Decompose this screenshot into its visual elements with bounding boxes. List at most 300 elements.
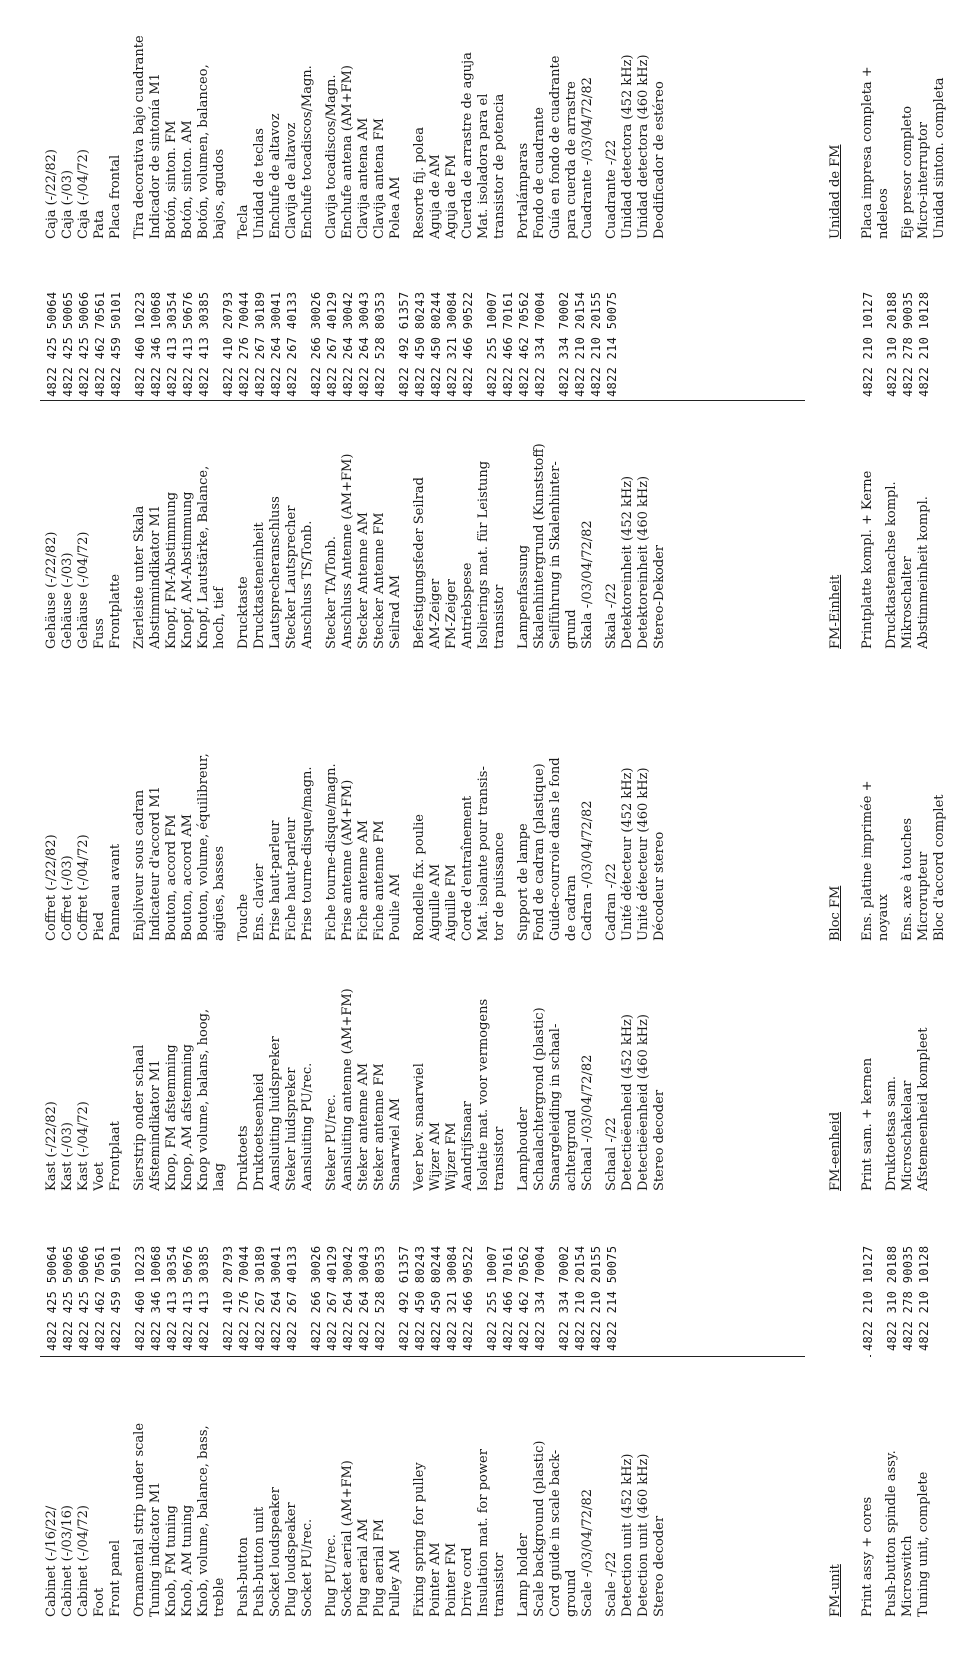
part-description: Knopf, AM-Abstimmung: [180, 491, 195, 649]
part-description: Stereo-Dekoder: [652, 545, 667, 649]
part-number: 4822 425 50066: [77, 1245, 91, 1351]
entry-group: [516, 399, 596, 649]
part-description: Bouton, accord AM: [180, 814, 195, 941]
part-number: 4822 210 20155: [589, 1245, 603, 1351]
part-number: 4822 425 50066: [77, 291, 91, 397]
fm-part-description: Unidad sinton. completa: [932, 77, 947, 239]
part-description: Anschluss TS/Tonb.: [300, 520, 315, 649]
part-description: Guía en fondo de cuadrante: [548, 55, 563, 239]
part-number: 4822 413 50676: [181, 291, 195, 397]
part-number: 4822 450 80244: [429, 291, 443, 397]
part-description: Gehäuse (-/04/72): [76, 531, 91, 649]
part-description: Plug loudspeaker: [284, 1502, 299, 1617]
fm-heading-spacer: [828, 257, 844, 397]
german-column: [44, 399, 676, 649]
entry-group: [484, 257, 548, 397]
fm-entry-group: [860, 1367, 876, 1617]
part-description: Front panel: [108, 1539, 123, 1617]
part-number: 4822 334 70004: [533, 1245, 547, 1351]
part-description: Lampenfassung: [516, 544, 531, 649]
part-description: Steker PU/rec.: [324, 1094, 339, 1191]
part-description: Veer bev. snaarwiel: [412, 1063, 427, 1191]
part-description: Lautsprecheranschluss: [268, 496, 283, 649]
code-fm-section-left: [828, 1211, 940, 1351]
part-description: Fiche antenne FM: [372, 820, 387, 941]
entry-group: [484, 1211, 548, 1351]
part-description: Mat. isolante pour transis-: [476, 766, 491, 941]
part-description: Fiche tourne-disque/magn.: [324, 763, 339, 941]
part-number: 4822 460 10223: [133, 1245, 147, 1351]
part-description: Fondo de cuadrante: [532, 107, 547, 239]
fm-entry-group: [884, 399, 932, 649]
part-number: 4822 267 40133: [285, 291, 299, 397]
part-description: Touche: [236, 893, 251, 941]
part-description: Socket PU/rec.: [300, 1518, 315, 1617]
entry-group: [44, 691, 124, 941]
part-description: Panneau avant: [108, 843, 123, 941]
part-number: 4822 334 70004: [533, 291, 547, 397]
part-description: Bouton, volume, équilibreur,: [196, 753, 211, 941]
part-description: Prise antenne (AM+FM): [340, 779, 355, 941]
fm-entry-group: [860, 691, 892, 941]
fm-heading-spacer: [828, 1211, 844, 1351]
part-description: Pulley AM: [388, 1549, 403, 1617]
part-description: Kast (-/22/82): [44, 1101, 59, 1191]
entry-group: [236, 399, 316, 649]
part-description: Stecker Lautsprecher: [284, 505, 299, 649]
part-number: 4822 462 70562: [517, 291, 531, 397]
part-description: Aguja de FM: [444, 154, 459, 239]
part-description: Fixing spring for pulley: [412, 1462, 427, 1617]
part-description: Aiguille FM: [444, 864, 459, 941]
part-description: Skala -/03/04/72/82: [580, 520, 595, 649]
fm-part-number: 4822 210 10128: [917, 1245, 931, 1351]
part-description: Antriebspese: [460, 562, 475, 649]
dutch-column: [44, 951, 676, 1191]
part-description: Steker luidspreker: [284, 1067, 299, 1191]
part-number: 4822 466 90522: [461, 1245, 475, 1351]
entry-group: [132, 1211, 212, 1351]
entry-group: [324, 399, 404, 649]
part-description: Corde d'entraînement: [460, 795, 475, 941]
part-description: Aansluiting PU/rec.: [300, 1062, 315, 1191]
fm-part-number: 4822 210 10127: [861, 1245, 875, 1351]
entry-group: [308, 1211, 388, 1351]
fm-entry-group: [860, 257, 876, 397]
part-number: 4822 255 10007: [485, 1245, 499, 1351]
part-description: Detectieëenheid (452 kHz): [620, 1014, 635, 1191]
entry-group: [412, 951, 508, 1191]
part-number: 4822 413 30385: [197, 1245, 211, 1351]
part-description: Clavija antena AM: [356, 117, 371, 239]
part-number: 4822 528 80353: [373, 291, 387, 397]
part-number: 4822 346 10068: [149, 1245, 163, 1351]
entry-group: [44, 1367, 124, 1617]
dutch-fm-section: [828, 951, 940, 1191]
part-number: 4822 413 30354: [165, 1245, 179, 1351]
part-description: Pointer FM: [444, 1542, 459, 1617]
part-number: 4822 214 50075: [605, 1245, 619, 1351]
part-description: Knop, AM afstemming: [180, 1044, 195, 1191]
part-description: transistor: [492, 584, 507, 649]
part-description: Detektoreinheit (452 kHz): [620, 475, 635, 649]
part-number: 4822 255 10007: [485, 291, 499, 397]
part-description: Voet: [92, 1162, 107, 1191]
part-number: 4822 264 30042: [341, 1245, 355, 1351]
part-description: Scale -/03/04/72/82: [580, 1488, 595, 1617]
part-description: treble: [212, 1577, 227, 1617]
spanish-fm-section: [828, 14, 956, 239]
part-description: Seilrad AM: [388, 574, 403, 649]
fm-part-number: 4822 278 90035: [901, 1245, 915, 1351]
part-number: 4822 264 30043: [357, 1245, 371, 1351]
part-description: Ornamental strip under scale: [132, 1422, 147, 1617]
part-number: 4822 210 20154: [573, 1245, 587, 1351]
entry-group: [516, 1367, 596, 1617]
code-fm-section-right: [828, 257, 940, 397]
part-description: Drive cord: [460, 1547, 475, 1617]
part-number: 4822 267 40129: [325, 291, 339, 397]
part-description: Tira decorativa bajo cuadrante: [132, 35, 147, 239]
part-description: Knopf, Lautstärke, Balance,: [196, 465, 211, 649]
part-description: Abstimmindikator M1: [148, 504, 163, 649]
part-description: Detectieëenheid (460 kHz): [636, 1014, 651, 1191]
part-number: 4822 264 30041: [269, 291, 283, 397]
entry-group: [132, 399, 228, 649]
entry-group: [324, 1367, 404, 1617]
part-description: Décodeur stereo: [652, 831, 667, 941]
entry-group: [412, 1367, 508, 1617]
part-description: Druktoets: [236, 1125, 251, 1191]
part-number: 4822 460 10223: [133, 291, 147, 397]
entry-group: [516, 14, 596, 239]
fm-rule-left: [870, 1355, 871, 1357]
fm-entry-group: [884, 951, 932, 1191]
part-description: Schaal -/22: [604, 1117, 619, 1191]
part-number: 4822 413 50676: [181, 1245, 195, 1351]
entry-group: [132, 951, 228, 1191]
part-number: 4822 266 30026: [309, 1245, 323, 1351]
part-number: 4822 334 70002: [557, 291, 571, 397]
part-description: Knob, volume, balance, bass,: [196, 1425, 211, 1617]
part-description: Schaal -/03/04/72/82: [580, 1054, 595, 1191]
code-column-left: [44, 1211, 628, 1351]
part-number: 4822 276 70044: [237, 1245, 251, 1351]
entry-group: [556, 1211, 620, 1351]
entry-group: [132, 257, 212, 397]
part-description: Prise tourne-disque/magn.: [300, 766, 315, 941]
part-description: Stecker Antenne FM: [372, 512, 387, 649]
part-description: Befestigungsfeder Seilrad: [412, 477, 427, 649]
entry-group: [220, 1211, 300, 1351]
part-number: 4822 410 20793: [221, 291, 235, 397]
part-description: Cadran -/22: [604, 863, 619, 941]
fm-part-description: Bloc d'accord complet: [932, 794, 947, 941]
entry-group: [44, 1211, 124, 1351]
part-description: Plug aerial FM: [372, 1519, 387, 1617]
part-number: 4822 210 20154: [573, 291, 587, 397]
part-description: Fuss: [92, 618, 107, 649]
fm-entry-group: [900, 691, 948, 941]
fm-part-description: Ens. axe à touches: [900, 817, 915, 941]
part-description: Snaargeleiding in schaal-: [548, 1023, 563, 1191]
part-description: Knop volume, balans, hoog,: [196, 1008, 211, 1191]
english-fm-section: [828, 1367, 940, 1617]
fm-part-number: 4822 278 90035: [901, 291, 915, 397]
part-description: transistor: [492, 1552, 507, 1617]
part-description: Ens. clavier: [252, 863, 267, 941]
part-description: Indicateur d'accord M1: [148, 786, 163, 941]
part-description: laag: [212, 1163, 227, 1191]
part-description: grund: [564, 609, 579, 649]
part-description: Coffret (-/04/72): [76, 834, 91, 941]
part-description: Enjoliveur sous cadran: [132, 789, 147, 941]
part-description: Clavija de altavoz: [284, 122, 299, 239]
part-description: Detection unit (460 kHz): [636, 1453, 651, 1617]
part-description: para cuerda de arrastre: [564, 81, 579, 239]
fm-entry-group: [860, 951, 876, 1191]
part-description: Polea AM: [388, 176, 403, 239]
part-description: Socket aerial (AM+FM): [340, 1460, 355, 1617]
part-description: Skalenhintergrund (Kunststoff): [532, 443, 547, 649]
part-description: FM-Zeiger: [444, 579, 459, 649]
part-description: Botón, sinton. AM: [180, 120, 195, 239]
fm-unit-heading: Unidad de FM: [828, 144, 843, 239]
part-number: 4822 492 61357: [397, 291, 411, 397]
part-number: 4822 266 30026: [309, 291, 323, 397]
part-description: Caja (-/04/72): [76, 149, 91, 239]
part-description: Indicador de sintonía M1: [148, 73, 163, 239]
part-description: aigües, basses: [212, 845, 227, 941]
part-description: Poulie AM: [388, 873, 403, 941]
part-number: 4822 450 80244: [429, 1245, 443, 1351]
part-description: Detection unit (452 kHz): [620, 1453, 635, 1617]
part-description: Caja (-/22/82): [44, 149, 59, 239]
part-description: Snaarwiel AM: [388, 1098, 403, 1191]
part-description: Cabinet (-/04/72): [76, 1505, 91, 1617]
part-description: Frontplatte: [108, 573, 123, 649]
part-description: Kast (-/03): [60, 1122, 75, 1191]
part-description: Zierleiste unter Skala: [132, 505, 147, 649]
part-description: Wijzer AM: [428, 1122, 443, 1191]
part-number: 4822 267 40129: [325, 1245, 339, 1351]
part-description: Steker antenne AM: [356, 1062, 371, 1191]
entry-group: [324, 14, 404, 239]
part-description: Scale background (plastic): [532, 1440, 547, 1617]
fm-part-description: Microswitch: [900, 1535, 915, 1617]
fm-part-description: Druktoetsas sam.: [884, 1076, 899, 1191]
part-description: Drucktasteneinheit: [252, 522, 267, 649]
part-number: 4822 267 30189: [253, 291, 267, 397]
part-number: 4822 462 70562: [517, 1245, 531, 1351]
part-number: 4822 450 80243: [413, 1245, 427, 1351]
fm-part-description: Afstemeenheid kompleet: [916, 1027, 931, 1191]
part-description: Anschluss Antenne (AM+FM): [340, 453, 355, 649]
entry-group: [516, 951, 596, 1191]
fm-entry-group: [900, 14, 948, 239]
part-description: AM-Zeiger: [428, 578, 443, 649]
part-number: 4822 267 30189: [253, 1245, 267, 1351]
part-description: Pointer AM: [428, 1542, 443, 1617]
fm-part-description: Microschakelaar: [900, 1080, 915, 1191]
french-fm-section: [828, 691, 956, 941]
part-number: 4822 459 50101: [109, 1245, 123, 1351]
fm-part-description: ndeleos: [876, 188, 891, 239]
entry-group: [220, 257, 300, 397]
code-column-right: [44, 257, 628, 397]
fm-entry-group: [860, 399, 876, 649]
fm-part-number: 4822 210 10128: [917, 291, 931, 397]
part-number: 4822 466 70161: [501, 291, 515, 397]
part-description: Aguja de AM: [428, 154, 443, 239]
part-description: Deodificador de estéreo: [652, 81, 667, 239]
part-number: 4822 346 10068: [149, 291, 163, 397]
part-description: Stecker TA/Tonb.: [324, 535, 339, 649]
entry-group: [516, 691, 596, 941]
fm-part-description: Drucktastenachse kompl.: [884, 481, 899, 649]
entry-group: [604, 399, 668, 649]
part-number: 4822 425 50065: [61, 1245, 75, 1351]
fm-part-description: Placa impresa completa +: [860, 66, 875, 239]
part-description: achtergrond: [564, 1109, 579, 1191]
fm-part-description: Printplatte kompl. + Kerne: [860, 470, 875, 649]
part-number: 4822 425 50064: [45, 1245, 59, 1351]
entry-group: [412, 399, 508, 649]
part-description: Cabinet (-/16/22/: [44, 1505, 59, 1617]
part-description: Enchufe de altavoz: [268, 113, 283, 239]
entry-group: [44, 399, 124, 649]
part-description: Enchufe tocadiscos/Magn.: [300, 65, 315, 239]
fm-unit-heading: Bloc FM: [828, 885, 843, 941]
part-number: 4822 321 30084: [445, 1245, 459, 1351]
part-description: Kast (-/04/72): [76, 1101, 91, 1191]
entry-group: [556, 257, 620, 397]
part-number: 4822 425 50065: [61, 291, 75, 397]
part-description: Tuning indicator M1: [148, 1481, 163, 1617]
part-number: 4822 450 80243: [413, 291, 427, 397]
part-number: 4822 210 20155: [589, 291, 603, 397]
part-description: Lamp holder: [516, 1533, 531, 1617]
fm-part-number: 4822 310 20188: [885, 1245, 899, 1351]
fm-part-description: Mikroschalter: [900, 556, 915, 649]
entry-group: [396, 1211, 476, 1351]
entry-group: [236, 14, 316, 239]
part-description: Gehäuse (-/03): [60, 552, 75, 649]
part-description: Sierstrip onder schaal: [132, 1044, 147, 1191]
part-description: Druktoetseenheid: [252, 1073, 267, 1191]
part-number: 4822 410 20793: [221, 1245, 235, 1351]
entry-group: [132, 691, 228, 941]
fm-unit-heading: FM-eenheid: [828, 1111, 843, 1191]
entry-group: [308, 257, 388, 397]
part-number: 4822 492 61357: [397, 1245, 411, 1351]
part-number: 4822 264 30043: [357, 291, 371, 397]
fm-part-description: Push-button spindle assy.: [884, 1450, 899, 1617]
part-number: 4822 334 70002: [557, 1245, 571, 1351]
part-number: 4822 267 40133: [285, 1245, 299, 1351]
spanish-column: [44, 14, 676, 239]
entry-group: [132, 14, 228, 239]
part-description: bajos, agudos: [212, 148, 227, 239]
part-description: hoch, tief: [212, 586, 227, 649]
entry-group: [604, 1367, 668, 1617]
part-description: Foot: [92, 1587, 107, 1617]
part-number: 4822 462 70561: [93, 1245, 107, 1351]
part-number: 4822 528 80353: [373, 1245, 387, 1351]
part-description: Fiche haut-parleur: [284, 817, 299, 941]
entry-group: [132, 1367, 228, 1617]
part-number: 4822 466 70161: [501, 1245, 515, 1351]
fm-part-description: Abstimmeinheit kompl.: [916, 496, 931, 649]
part-description: Wijzer FM: [444, 1122, 459, 1191]
part-description: Unidad detectora (452 kHz): [620, 54, 635, 239]
fm-part-description: Print assy + cores: [860, 1496, 875, 1617]
part-description: transistor: [492, 1126, 507, 1191]
fm-entry-group: [884, 257, 932, 397]
entry-group: [236, 951, 316, 1191]
part-description: Skala -/22: [604, 583, 619, 649]
part-description: Steker antenne FM: [372, 1063, 387, 1191]
part-description: Support de lampe: [516, 823, 531, 941]
entry-group: [236, 691, 316, 941]
fm-entry-group: [860, 14, 892, 239]
part-description: Afstemindikator M1: [148, 1059, 163, 1191]
fm-part-description: noyaux: [876, 894, 891, 941]
fm-part-description: Microrupteur: [916, 851, 931, 941]
part-description: Guide-courroie dans le fond: [548, 757, 563, 941]
fm-unit-heading: FM-unit: [828, 1564, 843, 1617]
part-number: 4822 214 50075: [605, 291, 619, 397]
part-description: Rondelle fix. poulie: [412, 814, 427, 941]
part-description: Knob, AM tuning: [180, 1504, 195, 1617]
part-description: Fiche antenne AM: [356, 820, 371, 941]
fm-entry-group: [884, 1211, 932, 1351]
fm-part-description: Micro-interruptor: [916, 121, 931, 239]
part-description: Plug aerial AM: [356, 1518, 371, 1617]
part-number: 4822 264 30042: [341, 291, 355, 397]
part-description: Stecker Antenne AM: [356, 512, 371, 649]
part-description: Tecla: [236, 204, 251, 239]
part-description: Botón, sinton. FM: [164, 120, 179, 239]
part-description: Aandrijfsnaar: [460, 1101, 475, 1191]
part-description: Seilführung in Skalenhinter-: [548, 461, 563, 649]
fm-part-description: Ens. platine imprimée +: [860, 780, 875, 941]
part-description: Aiguille AM: [428, 863, 443, 941]
part-description: Cuadrante -/03/04/72/82: [580, 77, 595, 239]
part-description: Plug PU/rec.: [324, 1534, 339, 1617]
part-description: Portalámparas: [516, 142, 531, 239]
part-number: 4822 321 30084: [445, 291, 459, 397]
part-description: Pied: [92, 912, 107, 941]
entry-group: [604, 14, 668, 239]
part-description: Cord guide in scale back-: [548, 1449, 563, 1617]
entry-group: [44, 14, 124, 239]
part-description: Coffret (-/03): [60, 855, 75, 941]
part-description: ground: [564, 1569, 579, 1617]
part-description: Push-button: [236, 1537, 251, 1617]
part-description: Detektoreinheit (460 kHz): [636, 475, 651, 649]
part-description: Schaalachtergrond (plastic): [532, 1007, 547, 1191]
part-number: 4822 425 50064: [45, 291, 59, 397]
part-description: Cuadrante -/22: [604, 139, 619, 239]
entry-group: [412, 691, 508, 941]
part-description: Unidad detectora (460 kHz): [636, 54, 651, 239]
part-description: Cabinet (-/03/16): [60, 1505, 75, 1617]
part-number: 4822 413 30385: [197, 291, 211, 397]
part-number: 4822 413 30354: [165, 291, 179, 397]
fm-part-number: 4822 210 10127: [861, 291, 875, 397]
part-description: Pata: [92, 210, 107, 239]
